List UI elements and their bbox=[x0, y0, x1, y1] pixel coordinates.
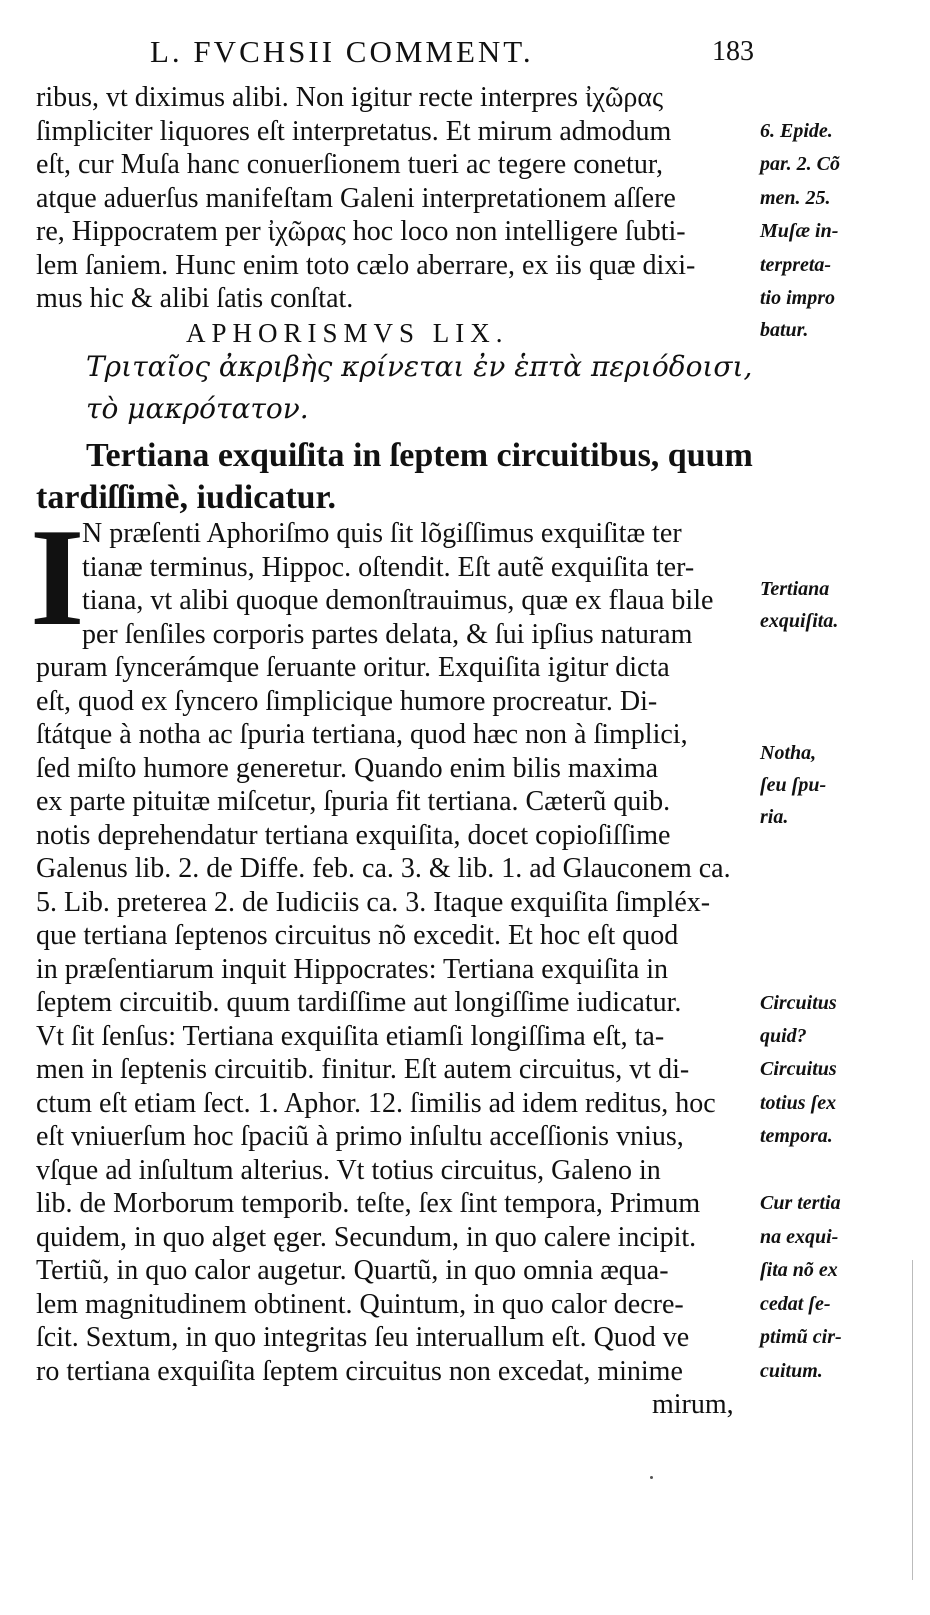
text-line: tianæ terminus, Hippoc. oſtendit. Eſt autẽ exquiſita ter- bbox=[82, 552, 695, 583]
text-line: lem magnitudinem obtinent. Quintum, in quo calor decre- bbox=[36, 1289, 684, 1320]
text-line: ſcit. Sextum, in quo integritas ſeu interuallum eſt. Quod ve bbox=[36, 1322, 690, 1353]
page-number: 183 bbox=[712, 36, 754, 67]
drop-cap: I bbox=[30, 500, 85, 655]
margin-note: Cur tertia bbox=[760, 1192, 841, 1214]
text-line: per ſenſiles corporis partes delata, & ſui ipſius naturam bbox=[82, 619, 693, 650]
text-line: ſeptem circuitib. quum tardiſſime aut longiſſime iudicatur. bbox=[36, 987, 682, 1018]
text-line: N præſenti Aphoriſmo quis ſit lõgiſſimus exquiſitæ ter bbox=[82, 518, 682, 549]
text-line: quidem, in quo alget ęger. Secundum, in quo calere incipit. bbox=[36, 1222, 697, 1253]
page-edge bbox=[912, 1260, 913, 1580]
margin-note: batur. bbox=[760, 319, 809, 341]
text-line: ſtátque à notha ac ſpuria tertiana, quod hæc non à ſimplici, bbox=[36, 719, 688, 750]
margin-note: cuitum. bbox=[760, 1360, 823, 1382]
greek-line: Τριταῖος ἀκριβὴς κρίνεται ἐν ἑπτὰ περιόδοισι, bbox=[86, 350, 753, 383]
running-head: L. FVCHSII COMMENT. bbox=[150, 34, 534, 69]
text-line: ſed miſto humore generetur. Quando enim bilis maxima bbox=[36, 753, 659, 784]
text-line: notis deprehendatur tertiana exquiſita, docet copioſiſſime bbox=[36, 820, 671, 851]
margin-note: ſita nõ ex bbox=[760, 1259, 838, 1281]
ink-speck bbox=[650, 1476, 653, 1479]
text-line: eſt vniuerſum hoc ſpaciũ à primo inſultu acceſſionis vnius, bbox=[36, 1121, 684, 1152]
text-line: eſt, quod ex ſyncero ſimplicique humore procreatur. Di- bbox=[36, 686, 658, 717]
margin-note: ria. bbox=[760, 806, 789, 828]
text-line: ſimpliciter liquores eſt interpretatus. Et mirum admodum bbox=[36, 116, 672, 147]
text-line: ctum eſt etiam ſect. 1. Aphor. 12. ſimilis ad idem reditus, hoc bbox=[36, 1088, 716, 1119]
text-line: Galenus lib. 2. de Diffe. feb. ca. 3. & lib. 1. ad Glauconem ca. bbox=[36, 853, 731, 884]
catchword: mirum, bbox=[652, 1389, 734, 1420]
text-line: in præſentiarum inquit Hippocrates: Tertiana exquiſita in bbox=[36, 954, 669, 985]
text-line: Vt ſit ſenſus: Tertiana exquiſita etiamſi longiſſima eſt, ta- bbox=[36, 1021, 665, 1052]
aphorism-heading: APHORISMVS LIX. bbox=[186, 318, 509, 348]
margin-note: exquiſita. bbox=[760, 610, 839, 632]
text-line: 5. Lib. preterea 2. de Iudiciis ca. 3. Itaque exquiſita ſimpléx- bbox=[36, 887, 711, 918]
text-line: tiana, vt alibi quoque demonſtrauimus, quæ ex flaua bile bbox=[82, 585, 714, 616]
margin-note: tempora. bbox=[760, 1125, 833, 1147]
margin-note: totius ſex bbox=[760, 1092, 837, 1114]
text-line: que tertiana ſeptenos circuitus nõ excedit. Et hoc eſt quod bbox=[36, 920, 679, 951]
margin-note: tio impro bbox=[760, 287, 836, 309]
text-line: ro tertiana exquiſita ſeptem circuitus non excedat, minime bbox=[36, 1356, 683, 1387]
margin-note: Circuitus bbox=[760, 992, 837, 1014]
text-line: eſt, cur Muſa hanc conuerſionem tueri ac tegere conetur, bbox=[36, 149, 664, 180]
margin-note: par. 2. Cõ bbox=[760, 153, 841, 175]
text-line: Tertiũ, in quo calor augetur. Quartũ, in quo omnia æqua- bbox=[36, 1255, 669, 1286]
text-line: ribus, vt diximus alibi. Non igitur recte interpres ἰχῶρας bbox=[36, 82, 664, 113]
margin-note: ptimũ cir- bbox=[760, 1326, 842, 1348]
text-line: atque aduerſus manifeſtam Galeni interpretationem aſſere bbox=[36, 183, 676, 214]
margin-note: Circuitus bbox=[760, 1058, 837, 1080]
text-line: lem ſaniem. Hunc enim toto cælo aberrare, ex iis quæ dixi- bbox=[36, 250, 696, 281]
translation-line: tardiſſimè, iudicatur. bbox=[36, 479, 337, 516]
margin-note: Muſæ in- bbox=[760, 220, 839, 242]
text-line: puram ſyncerámque ſeruante oritur. Exquiſita igitur dicta bbox=[36, 652, 670, 683]
text-line: mus hic & alibi ſatis conſtat. bbox=[36, 283, 354, 314]
text-line: lib. de Morborum temporib. teſte, ſex ſint tempora, Primum bbox=[36, 1188, 701, 1219]
margin-note: Tertiana bbox=[760, 578, 830, 600]
margin-note: terpreta- bbox=[760, 254, 832, 276]
margin-note: cedat ſe- bbox=[760, 1293, 831, 1315]
greek-line: τὸ μακρότατον. bbox=[86, 392, 309, 425]
text-line: re, Hippocratem per ἰχῶρας hoc loco non intelligere ſubti- bbox=[36, 216, 686, 247]
text-line: ex parte pituitæ miſcetur, ſpuria fit tertiana. Cæterũ quib. bbox=[36, 786, 671, 817]
margin-note: Notha, bbox=[760, 742, 817, 764]
margin-note: quid? bbox=[760, 1025, 807, 1047]
margin-note: na exqui- bbox=[760, 1226, 839, 1248]
margin-note: ſeu ſpu- bbox=[760, 774, 827, 796]
text-line: vſque ad inſultum alterius. Vt totius circuitus, Galeno in bbox=[36, 1155, 661, 1186]
translation-line: Tertiana exquiſita in ſeptem circuitibus, quum bbox=[86, 437, 753, 474]
text-line: men in ſeptenis circuitib. finitur. Eſt autem circuitus, vt di- bbox=[36, 1054, 690, 1085]
margin-note: men. 25. bbox=[760, 187, 831, 209]
margin-note: 6. Epide. bbox=[760, 120, 833, 142]
